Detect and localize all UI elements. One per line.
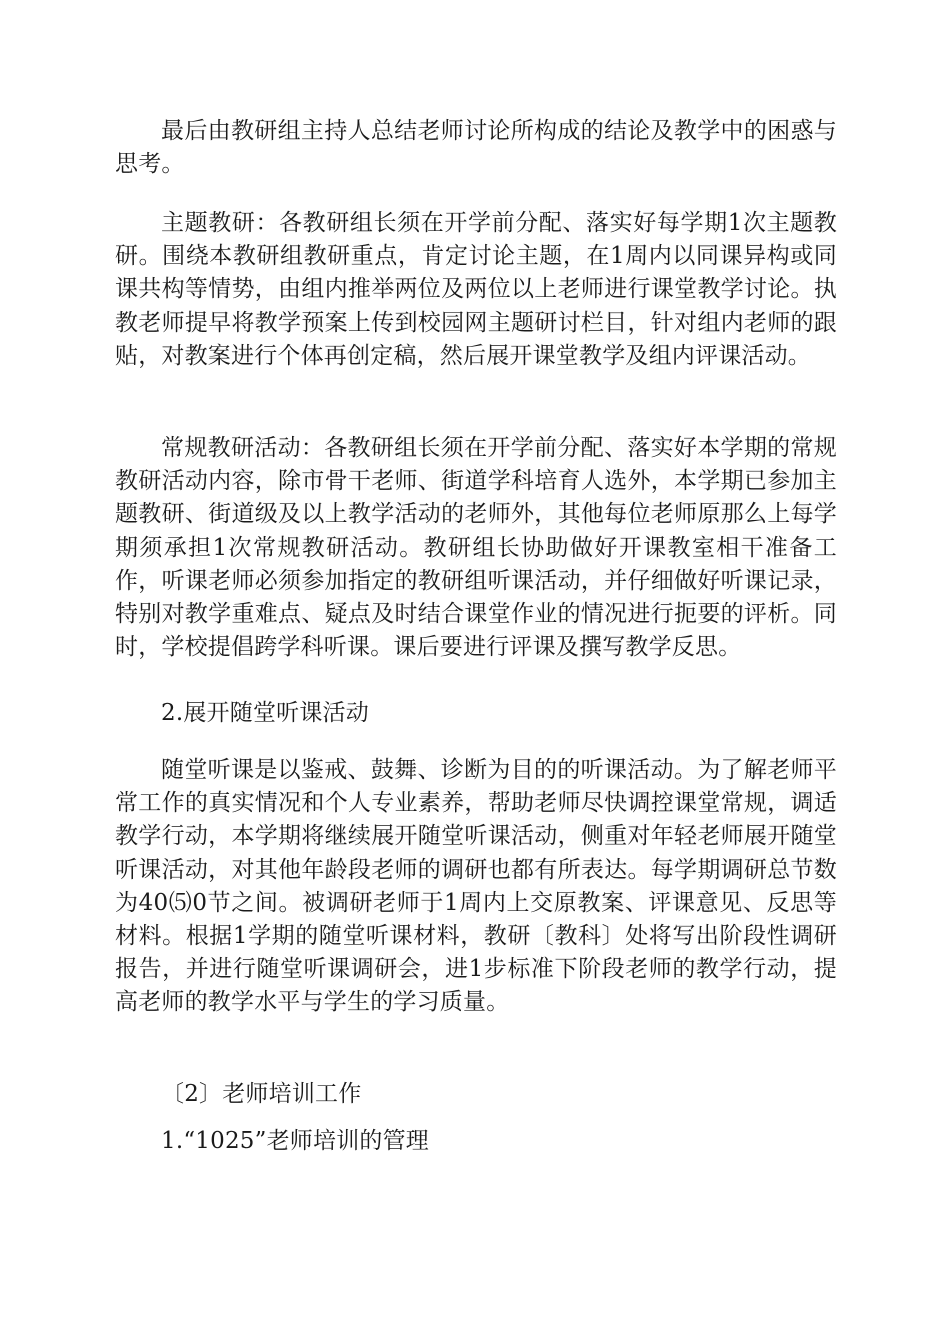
heading-classroom-observation: 2.展开随堂听课活动 bbox=[161, 700, 369, 726]
paragraph-conclusion: 最后由教研组主持人总结老师讨论所构成的结论及教学中的困惑与思考。 bbox=[115, 118, 837, 178]
heading-teacher-training: 〔2〕老师培训工作 bbox=[161, 1081, 362, 1107]
paragraph-theme-research: 主题教研：各教研组长须在开学前分配、落实好每学期1次主题教研。围绕本教研组教研重点，肯定讨论主题，在1周内以同课异构或同课共构等情势，由组内推举两位及两位以上老师进行课堂教学讨论。执教老师提早将教学预案上传到校园网主题研讨栏目，针对组内老师的跟贴，对教案进行个体再创定稿，然后展开课堂教学及组内评课活动。 bbox=[115, 210, 837, 369]
heading-1025-training: 1.“1025”老师培训的管理 bbox=[161, 1128, 429, 1154]
paragraph-routine-research: 常规教研活动：各教研组长须在开学前分配、落实好本学期的常规教研活动内容，除市骨干老师、街道学科培育人选外，本学期已参加主题教研、街道级及以上教学活动的老师外，其他每位老师原那么上每学期须承担1次常规教研活动。教研组长协助做好开课教室相干准备工作，听课老师必须参加指定的教研组听课活动，并仔细做好听课记录，特别对教学重难点、疑点及时结合课堂作业的情况进行扼要的评析。同时，学校提倡跨学科听课。课后要进行评课及撰写教学反思。 bbox=[115, 435, 837, 661]
paragraph-classroom-observation: 随堂听课是以鉴戒、鼓舞、诊断为目的的听课活动。为了解老师平常工作的真实情况和个人专业素养，帮助老师尽快调控课堂常规，调适教学行动，本学期将继续展开随堂听课活动，侧重对年轻老师展开随堂听课活动，对其他年龄段老师的调研也都有所表达。每学期调研总节数为40⑸0节之间。被调研老师于1周内上交原教案、评课意见、反思等材料。根据1学期的随堂听课材料，教研〔教科〕处将写出阶段性调研报告，并进行随堂听课调研会，进1步标准下阶段老师的教学行动，提高老师的教学水平与学生的学习质量。 bbox=[115, 757, 837, 1016]
